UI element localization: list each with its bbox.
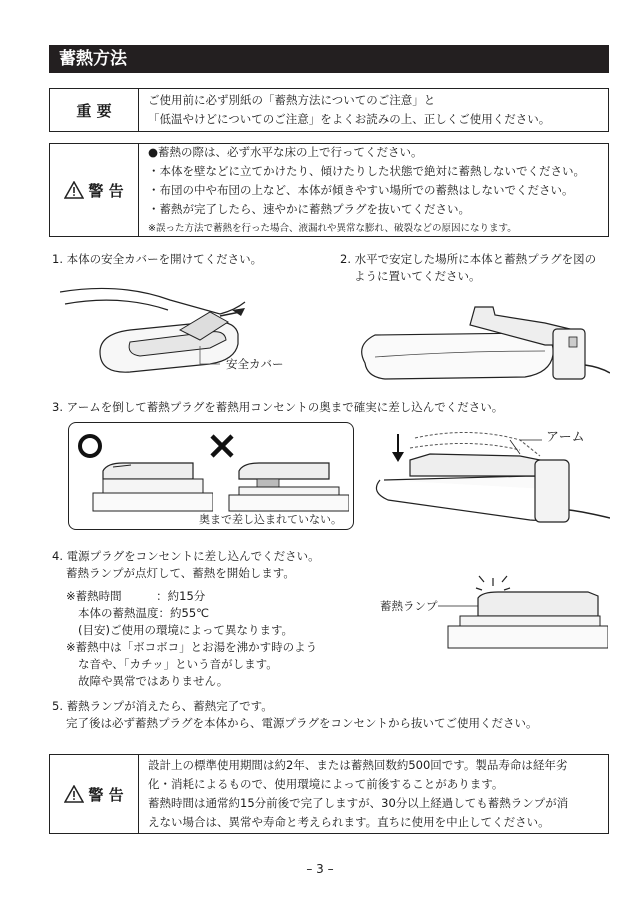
step-4-line-1: 4. 電源プラグをコンセントに差し込んでください。 bbox=[52, 549, 320, 563]
step-3-comparison-box bbox=[68, 422, 354, 530]
warning-notice-1 bbox=[49, 143, 609, 237]
step-2-text bbox=[340, 251, 596, 285]
important-notice bbox=[49, 88, 609, 132]
step-4-note-1: ※蓄熱時間 ：約15分 bbox=[66, 589, 206, 603]
step-4-note-2: 本体の蓄熱温度：約55℃ bbox=[78, 606, 210, 620]
step-4-note-6: 故障や異常ではありません。 bbox=[78, 674, 229, 688]
warning-label-text-1: 警 告 bbox=[88, 181, 124, 200]
step-4-notes bbox=[66, 588, 317, 690]
step-5-line-1: 5. 蓄熱ランプが消えたら、蓄熱完了です。 bbox=[52, 699, 273, 713]
warning1-line-1: ●蓄熱の際は、必ず水平な床の上で行ってください。 bbox=[148, 144, 423, 159]
step-4-text bbox=[52, 548, 320, 582]
step-4-note-3: (目安)ご使用の環境によって異なります。 bbox=[78, 623, 294, 637]
step-4-line-2: 蓄熱ランプが点灯して、蓄熱を開始します。 bbox=[66, 566, 295, 580]
page-title: 蓄熱方法 bbox=[49, 45, 609, 73]
step-3-text: 3. アームを倒して蓄熱プラグを蓄熱用コンセントの奥まで確実に差し込んでください。 bbox=[52, 400, 504, 414]
warning-label-2 bbox=[50, 755, 139, 833]
step-5-text bbox=[52, 698, 538, 732]
warning1-line-4: ・蓄熱が完了したら、速やかに蓄熱プラグを抜いてください。 bbox=[148, 201, 470, 216]
ng-caption: 奥まで差し込まれていない。 bbox=[199, 513, 342, 526]
warning1-note: ※誤った方法で蓄熱を行った場合、液漏れや異常な膨れ、破裂などの原因になります。 bbox=[148, 222, 517, 234]
page-number: – 3 – bbox=[306, 862, 334, 876]
warning2-line-2: 化・消耗によるもので、使用環境によって前後することがあります。 bbox=[148, 777, 504, 791]
step-4-note-4: ※蓄熱中は「ボコボコ」とお湯を沸かす時のよう bbox=[66, 640, 318, 654]
safety-cover-label: 安全カバー bbox=[226, 357, 284, 371]
step-4-figure bbox=[438, 570, 608, 665]
arm-label: アーム bbox=[546, 430, 585, 445]
warning1-line-2: ・本体を壁などに立てかけたり、傾けたりした状態で絶対に蓄熱しないでください。 bbox=[148, 163, 585, 178]
warning2-line-4: えない場合は、異常や寿命と考えられます。直ちに使用を中止してください。 bbox=[148, 815, 550, 829]
step-1-text: 1. 本体の安全カバーを開けてください。 bbox=[52, 252, 263, 266]
warning-label-text-2: 警 告 bbox=[88, 785, 124, 804]
important-line-1: ご使用前に必ず別紙の「蓄熱方法についてのご注意」と bbox=[148, 93, 436, 107]
warning1-line-3: ・布団の中や布団の上など、本体が傾きやすい場所での蓄熱はしないでください。 bbox=[148, 182, 574, 197]
step-4-note-5: な音や、「カチッ」という音がします。 bbox=[78, 657, 278, 671]
lamp-label: 蓄熱ランプ bbox=[380, 599, 438, 613]
warning-triangle-icon bbox=[64, 785, 84, 803]
step-5-line-2: 完了後は必ず蓄熱プラグを本体から、電源プラグをコンセントから抜いてご使用ください。 bbox=[66, 716, 538, 730]
warning-triangle-icon bbox=[64, 181, 84, 199]
important-line-2: 「低温やけどについてのご注意」をよくお読みの上、正しくご使用ください。 bbox=[148, 112, 551, 126]
important-label: 重 要 bbox=[50, 89, 139, 131]
warning2-line-3: 蓄熱時間は通常約15分前後で完了しますが、30分以上経過しても蓄熱ランプが消 bbox=[148, 796, 569, 810]
step-2-line-1: 2. 水平で安定した場所に本体と蓄熱プラグを図の bbox=[340, 252, 597, 266]
warning-label-1 bbox=[50, 144, 139, 236]
step-2-line-2: ように置いてください。 bbox=[354, 269, 481, 283]
step-2-figure bbox=[355, 285, 610, 385]
warning2-line-1: 設計上の標準使用期間は約2年、または蓄熱回数約500回です。製品寿命は経年劣 bbox=[148, 758, 568, 772]
warning-notice-2 bbox=[49, 754, 609, 834]
